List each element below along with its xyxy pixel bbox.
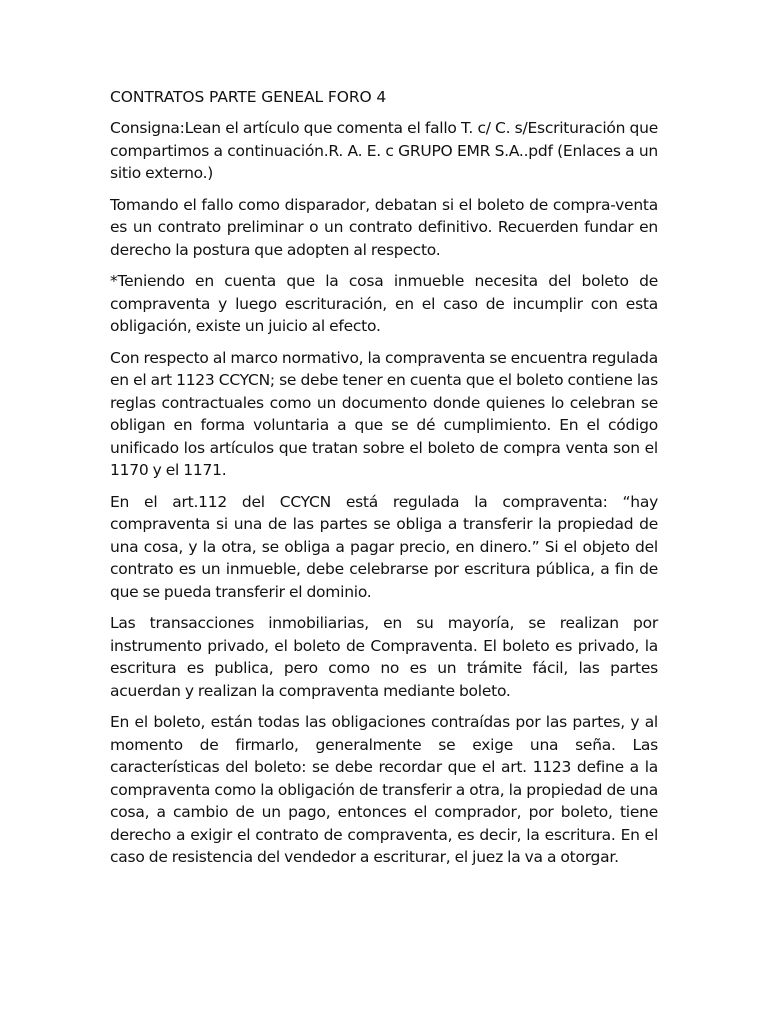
paragraph-transacciones: Las transacciones inmobiliarias, en su mayoría, se realizan por instrumento privado, el boleto de Compraventa. El boleto es privado, la escritura es publica, pero como no es un trámite fácil, las partes acuerdan y realizan la compraventa mediante boleto. [110, 614, 658, 700]
paragraph-prompt: Tomando el fallo como disparador, debatan si el boleto de compra-venta es un contrato preliminar o un contrato definitivo. Recuerden fundar en derecho la postura que adopten al respecto. [110, 195, 658, 259]
paragraph-intro: *Teniendo en cuenta que la cosa inmueble necesita del boleto de compraventa y luego escrituración, en el caso de incumplir con esta obligación, existe un juicio al efecto. [110, 272, 658, 335]
paragraph-art-112: En el art.112 del CCYCN está regulada la compraventa: “hay compraventa si una de las partes se obliga a transferir la propiedad de una cosa, y la otra, se obliga a pagar precio, en dinero.” Si el objeto del contrato es un inmueble, debe celebrarse por escritura pública, a fin de que se pueda transferir el dominio. [110, 492, 658, 601]
document-page [110, 80, 658, 878]
document-title: CONTRATOS PARTE GENEAL FORO 4 [110, 88, 387, 106]
paragraph-marco-normativo: Con respecto al marco normativo, la compraventa se encuentra regulada en el art 1123 CCYCN; se debe tener en cuenta que el boleto contiene las reglas contractuales como un documento donde quienes lo celebran se obligan en forma voluntaria a que se dé cumplimiento. En el código unificado los artículos que tratan sobre el boleto de compra venta son el 1170 y el 1171. [110, 348, 658, 479]
paragraph-consigna: Consigna:Lean el artículo que comenta el fallo T. c/ C. s/Escrituración que compartimos a continuación.R. A. E. c GRUPO EMR S.A..pdf (Enlaces a un sitio externo.) [110, 119, 658, 182]
paragraph-obligaciones: En el boleto, están todas las obligaciones contraídas por las partes, y al momento de firmarlo, generalmente se exige una seña. Las características del boleto: se debe recordar que el art. 1123 define a la compraventa como la obligación de transferir a otra, la propiedad de una cosa, a cambio de un pago, entonces el comprador, por boleto, tiene derecho a exigir el contrato de compraventa, es decir, la escritura. En el caso de resistencia del vendedor a escriturar, el juez la va a otorgar. [110, 713, 658, 866]
